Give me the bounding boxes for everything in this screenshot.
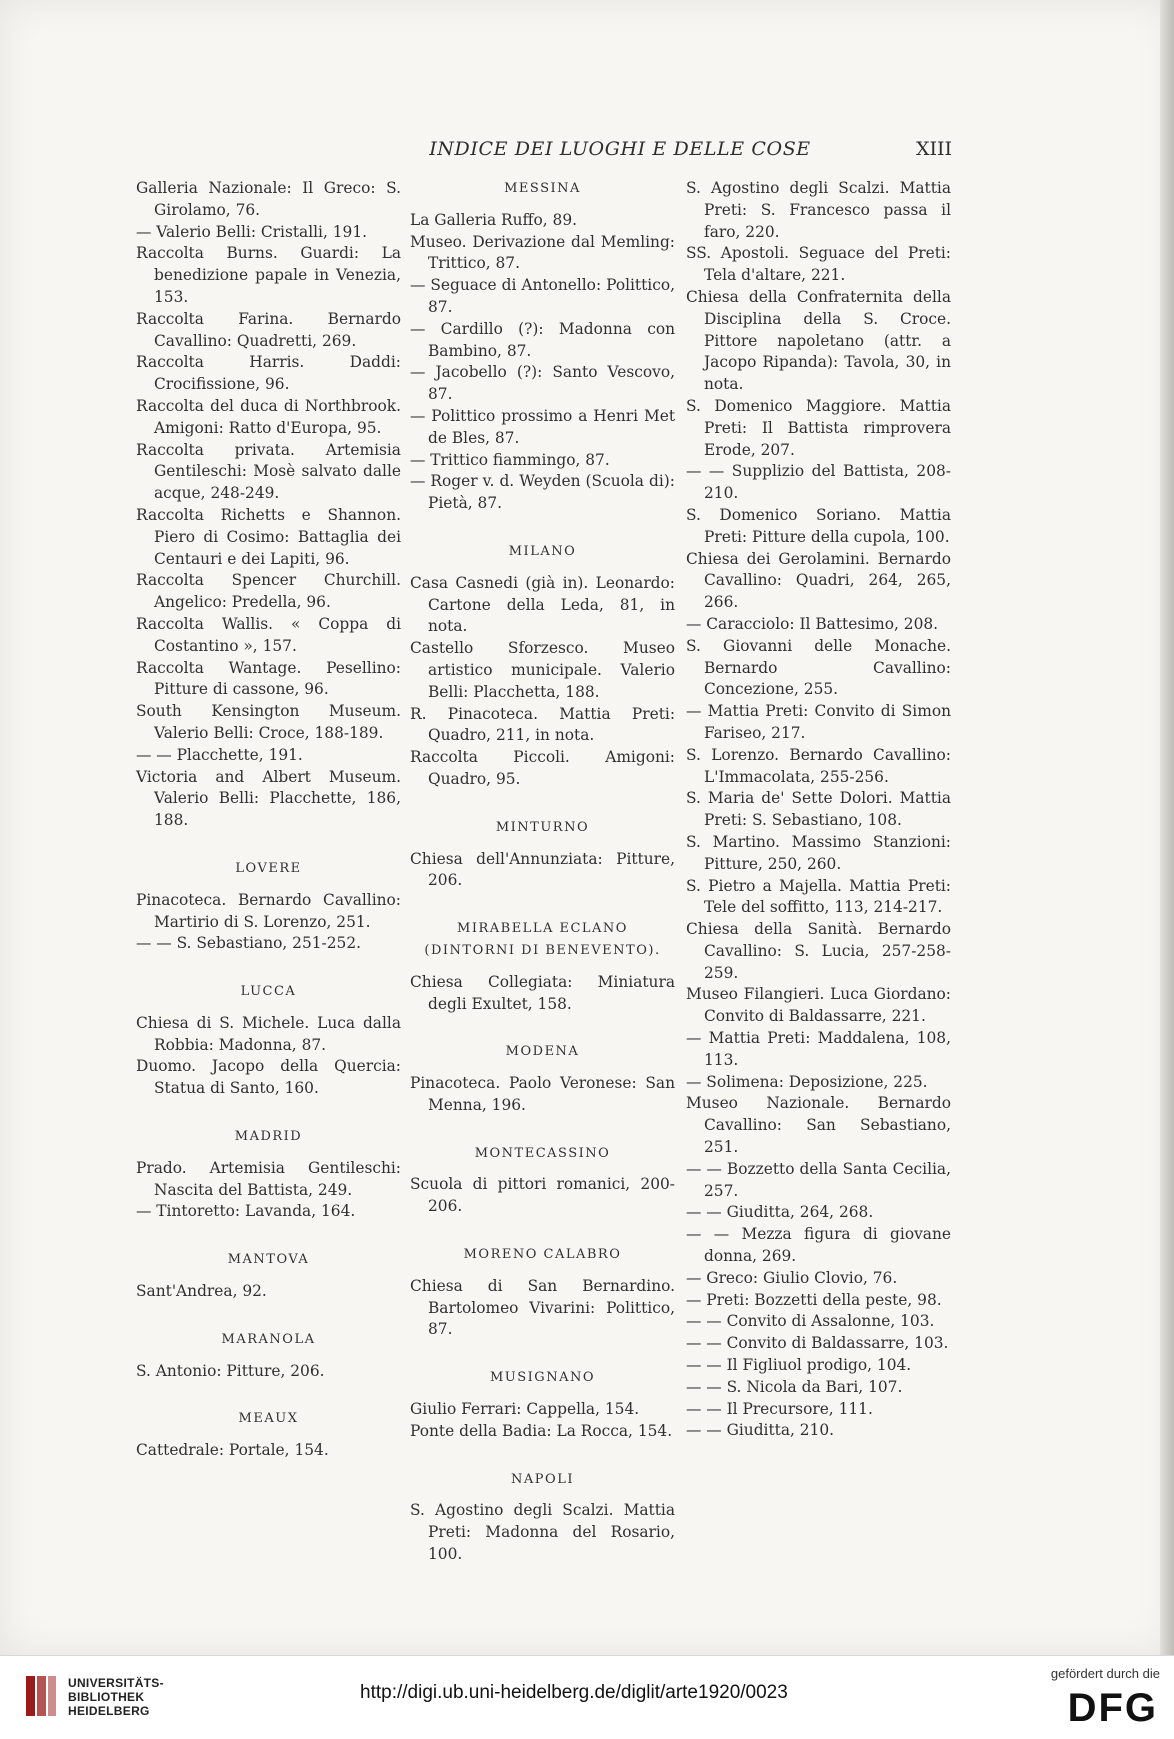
index-entry: S. Pietro a Majella. Mattia Preti: Tele del soffitto, 113, 214-217. [686, 876, 951, 917]
page-number: XIII [915, 138, 952, 160]
page-edge [1160, 0, 1174, 1655]
index-entry: Casa Casnedi (già in). Leonardo: Cartone della Leda, 81, in nota. [410, 573, 675, 636]
index-entry: — Trittico fiammingo, 87. [410, 450, 610, 469]
index-entry: — Polittico prossimo a Henri Met de Bles, 87. [410, 406, 675, 447]
library-name-line-2: BIBLIOTHEK [68, 1690, 145, 1704]
section-heading: LOVERE [235, 860, 302, 876]
index-entry: Chiesa Collegiata: Miniatura degli Exultet, 158. [410, 972, 675, 1013]
index-entry: Prado. Artemisia Gentileschi: Nascita del Battista, 249. [136, 1158, 401, 1199]
index-entry: Chiesa di S. Michele. Luca dalla Robbia: Madonna, 87. [136, 1013, 401, 1054]
index-entry: La Galleria Ruffo, 89. [410, 210, 578, 229]
university-library-logo-icon [24, 1674, 58, 1718]
index-entry: Raccolta del duca di Northbrook. Amigoni: Ratto d'Europa, 95. [136, 396, 401, 437]
index-entry: Chiesa dei Gerolamini. Bernardo Cavallino: Quadri, 264, 265, 266. [686, 549, 951, 612]
index-entry: — — Il Precursore, 111. [686, 1399, 873, 1418]
library-name-line-1: UNIVERSITÄTS- [68, 1676, 164, 1690]
index-entry: Chiesa della Sanità. Bernardo Cavallino: S. Lucia, 257-258-259. [686, 920, 951, 982]
index-entry: Cattedrale: Portale, 154. [136, 1441, 329, 1460]
section-heading: MARANOLA [221, 1331, 316, 1347]
section-heading: MESSINA [504, 181, 581, 196]
index-entry: Raccolta Harris. Daddi: Crocifissione, 96. [136, 353, 401, 394]
section-heading: MUSIGNANO [490, 1370, 595, 1386]
index-entry: Galleria Nazionale: Il Greco: S. Girolamo, 76. [136, 179, 401, 219]
index-entry: Raccolta Farina. Bernardo Cavallino: Quadretti, 269. [136, 309, 401, 350]
section-heading: NAPOLI [511, 1471, 574, 1487]
section-heading: MONTECASSINO [474, 1145, 611, 1161]
index-entry: Raccolta Piccoli. Amigoni: Quadro, 95. [410, 748, 675, 788]
permalink-url[interactable]: http://digi.ub.uni-heidelberg.de/diglit/arte1920/0023 [360, 1682, 788, 1703]
index-entry: — Solimena: Deposizione, 225. [686, 1072, 928, 1091]
index-entry: Raccolta Wallis. « Coppa di Costantino », 157. [136, 614, 401, 655]
index-entry: S. Domenico Maggiore. Mattia Preti: Il Battista rimprovera Erode, 207. [686, 396, 951, 459]
index-entry: — — Mezza figura di giovane donna, 269. [686, 1225, 951, 1266]
index-entry: — — Convito di Baldassarre, 103. [686, 1334, 949, 1353]
sponsor-label: gefördert durch die [1050, 1666, 1160, 1681]
section-heading: MODENA [505, 1044, 580, 1060]
index-entry: — Valerio Belli: Cristalli, 191. [136, 222, 368, 241]
library-name-line-3: HEIDELBERG [68, 1704, 150, 1718]
index-entry: Giulio Ferrari: Cappella, 154. [410, 1400, 640, 1419]
section-heading: MILANO [508, 543, 577, 559]
index-entry: — Cardillo (?): Madonna con Bambino, 87. [410, 319, 675, 360]
index-entry: Museo Nazionale. Bernardo Cavallino: San Sebastiano, 251. [686, 1094, 951, 1157]
index-entry: — — Il Figliuol prodigo, 104. [686, 1356, 912, 1375]
index-entry: S. Agostino degli Scalzi. Mattia Preti: Madonna del Rosario, 100. [410, 1501, 675, 1564]
index-entry: — — Giuditta, 210. [686, 1421, 835, 1440]
index-entry: S. Martino. Massimo Stanzioni: Pitture, 250, 260. [686, 832, 951, 873]
section-heading: LUCCA [240, 984, 297, 1000]
index-entry: Scuola di pittori romanici, 200-206. [410, 1175, 675, 1216]
index-entry: Chiesa dell'Annunziata: Pitture, 206. [410, 849, 675, 890]
index-entry: — Mattia Preti: Convito di Simon Fariseo, 217. [686, 702, 951, 742]
index-entry: — — Bozzetto della Santa Cecilia, 257. [686, 1159, 951, 1200]
index-entry: — Caracciolo: Il Battesimo, 208. [686, 614, 939, 633]
index-entry: — Tintoretto: Lavanda, 164. [136, 1202, 356, 1221]
section-heading: MANTOVA [227, 1252, 310, 1268]
index-entry: — — Giuditta, 264, 268. [686, 1203, 874, 1222]
index-entry: S. Agostino degli Scalzi. Mattia Preti: S. Francesco passa il faro, 220. [686, 179, 951, 241]
index-entry: Raccolta Wantage. Pesellino: Pitture di cassone, 96. [136, 658, 401, 699]
index-entry: — Seguace di Antonello: Polittico, 87. [410, 276, 675, 316]
index-entry: Raccolta privata. Artemisia Gentileschi: Mosè salvato dalle acque, 248-249. [136, 440, 401, 503]
index-entry: — — Supplizio del Battista, 208-210. [686, 462, 951, 503]
index-entry: Duomo. Jacopo della Quercia: Statua di Santo, 160. [136, 1057, 401, 1098]
index-column-2 [410, 178, 675, 1566]
index-entry: — Preti: Bozzetti della peste, 98. [686, 1290, 942, 1309]
index-entry: S. Domenico Soriano. Mattia Preti: Pitture della cupola, 100. [686, 505, 951, 546]
index-entry: — — Convito di Assalonne, 103. [686, 1312, 935, 1331]
index-entry: Chiesa di San Bernardino. Bartolomeo Vivarini: Polittico, 87. [410, 1276, 675, 1339]
digitization-footer [0, 1655, 1174, 1739]
index-entry: — — S. Nicola da Bari, 107. [686, 1377, 903, 1396]
index-entry: S. Giovanni delle Monache. Bernardo Cavallino: Concezione, 255. [686, 636, 951, 699]
index-entry: South Kensington Museum. Valerio Belli: Croce, 188-189. [136, 702, 401, 742]
section-heading: MIRABELLA ECLANO (DINTORNI DI BENEVENTO). [424, 921, 661, 958]
index-entry: Raccolta Burns. Guardi: La benedizione papale in Venezia, 153. [136, 244, 401, 306]
index-entry: Museo Filangieri. Luca Giordano: Convito di Baldassarre, 221. [686, 985, 951, 1026]
index-entry: — — Placchette, 191. [136, 745, 303, 764]
index-entry: — Roger v. d. Weyden (Scuola di): Pietà, 87. [410, 472, 675, 513]
index-entry: — Jacobello (?): Santo Vescovo, 87. [410, 363, 675, 404]
section-heading: MORENO CALABRO [463, 1247, 622, 1263]
index-entry: Pinacoteca. Paolo Veronese: San Menna, 196. [410, 1074, 675, 1114]
index-entry: S. Antonio: Pitture, 206. [136, 1361, 325, 1380]
index-entry: Castello Sforzesco. Museo artistico municipale. Valerio Belli: Placchetta, 188. [410, 639, 675, 701]
index-entry: — Greco: Giulio Clovio, 76. [686, 1268, 898, 1287]
index-entry: Pinacoteca. Bernardo Cavallino: Martirio di S. Lorenzo, 251. [136, 890, 401, 931]
running-header-title: INDICE DEI LUOGHI E DELLE COSE [429, 138, 811, 160]
index-entry: S. Maria de' Sette Dolori. Mattia Preti: S. Sebastiano, 108. [686, 789, 951, 830]
index-entry: R. Pinacoteca. Mattia Preti: Quadro, 211, in nota. [410, 704, 675, 745]
dfg-logo: DFG [1067, 1686, 1158, 1730]
index-entry: — — S. Sebastiano, 251-252. [136, 934, 362, 953]
index-entry: Museo. Derivazione dal Memling: Trittico, 87. [410, 232, 675, 273]
index-column-3 [686, 178, 951, 1442]
library-name [68, 1676, 164, 1718]
section-heading: MADRID [234, 1129, 303, 1145]
section-heading: MINTURNO [495, 819, 590, 835]
index-entry: Raccolta Spencer Churchill. Angelico: Predella, 96. [136, 571, 401, 612]
index-entry: Victoria and Albert Museum. Valerio Belli: Placchette, 186, 188. [136, 767, 401, 830]
index-column-1 [136, 178, 401, 1462]
index-entry: Sant'Andrea, 92. [136, 1282, 267, 1301]
index-entry: Chiesa della Confraternita della Disciplina della S. Croce. Pittore napoletano (attr. a Jacopo Ripanda): Tavola, 30, in nota. [686, 287, 951, 394]
index-entry: SS. Apostoli. Seguace del Preti: Tela d'altare, 221. [686, 244, 951, 285]
index-entry: S. Lorenzo. Bernardo Cavallino: L'Immacolata, 255-256. [686, 745, 951, 786]
index-entry: Raccolta Richetts e Shannon. Piero di Cosimo: Battaglia dei Centauri e dei Lapiti, 96. [136, 505, 401, 568]
index-entry: Ponte della Badia: La Rocca, 154. [410, 1421, 673, 1440]
index-entry: — Mattia Preti: Maddalena, 108, 113. [686, 1029, 951, 1069]
section-heading: MEAUX [238, 1411, 299, 1427]
